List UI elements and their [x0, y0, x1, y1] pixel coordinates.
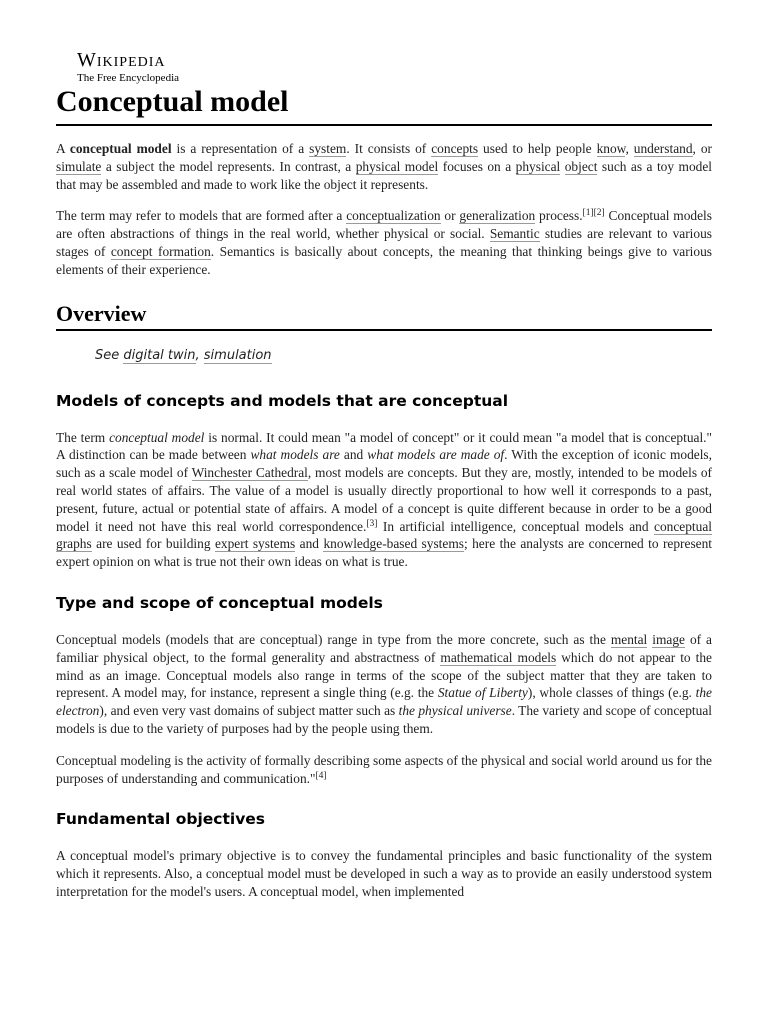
link-semantic[interactable]: Semantic: [489, 226, 540, 242]
link-image[interactable]: image: [652, 631, 685, 647]
bold-term: conceptual model: [69, 141, 172, 156]
subsection-heading-objectives: Fundamental objectives: [56, 810, 266, 829]
link-conceptual-graphs[interactable]: conceptual graphs: [56, 518, 712, 552]
hatnote: See digital twin, simulation: [95, 347, 272, 363]
link-system[interactable]: system: [309, 141, 347, 156]
logo-wordmark: Wikipedia: [77, 49, 166, 71]
section-heading-overview: Overview: [56, 301, 712, 331]
ref-3[interactable]: [3]: [366, 518, 378, 529]
logo-tagline: The Free Encyclopedia: [77, 72, 180, 84]
intro-paragraph-1: A conceptual model is a representation of a system. It consists of concepts used to help people know, understand, or simulate a subject the model represents. In contrast, a physical model focuses on a physical object such as a toy model that may be assembled and made to work like the object it represents.: [56, 141, 713, 192]
link-concepts[interactable]: concepts: [431, 141, 479, 156]
ref-4[interactable]: [4]: [315, 770, 327, 781]
link-knowledge-based-systems[interactable]: knowledge-based systems: [323, 536, 464, 552]
link-expert-systems[interactable]: expert systems: [214, 536, 296, 552]
wikipedia-logo[interactable]: [77, 49, 179, 84]
type-paragraph-1: Conceptual models (models that are conceptual) range in type from the more concrete, such as the mental image of a familiar physical object, to the formal generality and abstractness of mathematical models which do not appear to the mind as an image. Conceptual models also range in terms of the scope of the subject matter that they are taken to represent. A model may, for instance, represent a single thing (e.g. the Statue of Liberty), whole classes of things (e.g. the electron), and even very vast domains of subject matter such as the physical universe. The variety and scope of conceptual models is due to the variety of purposes had by the people using them.: [56, 631, 712, 736]
subsection-heading-type-scope: Type and scope of conceptual models: [56, 593, 383, 612]
link-understand[interactable]: understand: [633, 141, 693, 156]
link-know[interactable]: know: [596, 141, 626, 156]
link-physical[interactable]: physical: [515, 158, 561, 174]
objectives-paragraph: A conceptual model's primary objective is to convey the fundamental principles and basic functionality of the system which it represents. Also, a conceptual model must be developed in such a way as to provide an easily understood system interpretation for the model's users. A conceptual model, when implemented: [56, 848, 712, 899]
link-concept-formation[interactable]: concept formation: [110, 243, 211, 259]
link-mental[interactable]: mental: [610, 631, 648, 647]
link-generalization[interactable]: generalization: [459, 208, 536, 224]
link-simulate[interactable]: simulate: [56, 158, 102, 174]
link-physical-model[interactable]: physical model: [355, 158, 439, 174]
ref-2[interactable]: [2]: [593, 208, 605, 219]
intro-paragraph-2: The term may refer to models that are formed after a conceptualization or generalization process.[1][2] Conceptual models are often abstractions of things in the real world, whether physical or social. Semantic studies are relevant to various stages of concept formation. Semantics is basically about concepts, the meaning that thinking beings give to various elements of their experience.: [56, 208, 712, 277]
link-simulation[interactable]: simulation: [203, 347, 272, 363]
subsection-heading-models: Models of concepts and models that are conceptual: [56, 391, 509, 410]
models-paragraph: The term conceptual model is normal. It could mean "a model of concept" or it could mean "a model that is conceptual." A distinction can be made between what models are and what models are made of. With the exception of iconic models, such as a scale model of Winchester Cathedral, most models are concepts. But they are, mostly, intended to be models of real world states of affairs. The value of a model is usually directly proportional to how well it corresponds to a past, present, future, actual or potential state of affairs. A model of a concept is quite different because in order to be a good model it need not have this real world correspondence.[3] In artificial intelligence, conceptual models and conceptual graphs are used for building expert systems and knowledge-based systems; here the analysts are concerned to represent expert opinion on what is true not their own ideas on what is true.: [56, 429, 713, 570]
link-conceptualization[interactable]: conceptualization: [346, 208, 441, 224]
page-title: Conceptual model: [56, 82, 712, 126]
type-paragraph-2: Conceptual modeling is the activity of formally describing some aspects of the physical and social world around us for the purposes of understanding and communication."[4]: [56, 752, 712, 786]
link-winchester-cathedral[interactable]: Winchester Cathedral: [191, 465, 308, 481]
link-digital-twin[interactable]: digital twin: [123, 347, 196, 363]
link-mathematical-models[interactable]: mathematical models: [440, 649, 557, 665]
article-content: [56, 140, 712, 915]
link-object[interactable]: object: [564, 158, 598, 174]
ref-1[interactable]: [1]: [582, 208, 594, 219]
